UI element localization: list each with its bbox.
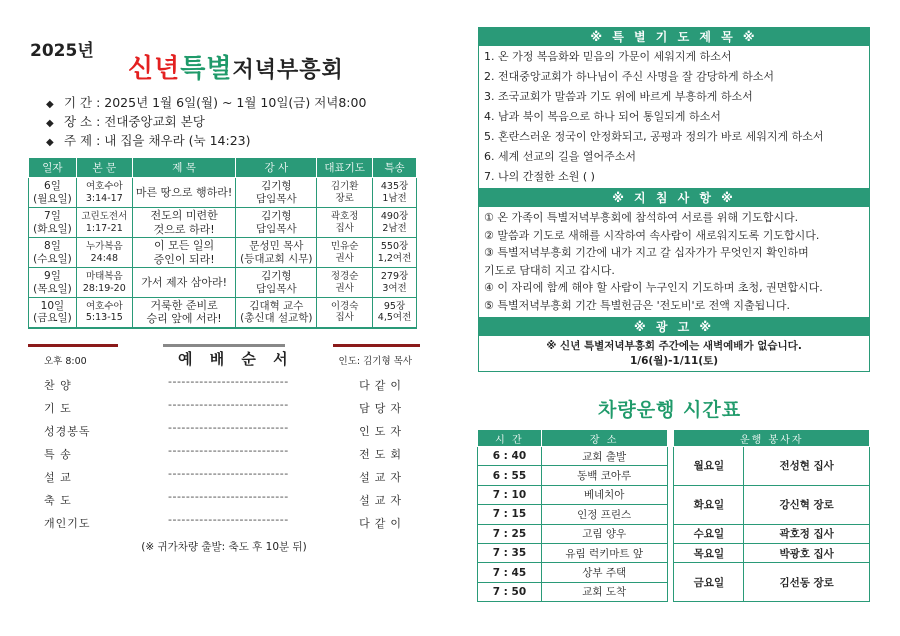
notice-dates: 1/6(월)-1/11(토) <box>629 354 719 367</box>
bus-schedule-table <box>477 429 870 602</box>
schedule-speaker-line: (등대교회 시무) <box>240 252 313 265</box>
worship-item: 개인기도 <box>44 517 91 530</box>
bus-header-row <box>478 430 870 447</box>
guideline-item: ③ 특별저녁부흥회 기간에 내가 지고 갈 십자가가 무엇인지 확인하며 <box>484 246 809 260</box>
schedule-sermon-title-line: 거룩한 준비로 <box>150 299 218 313</box>
bus-time: 7 : 45 <box>478 563 542 582</box>
worship-item: 찬 양 <box>44 379 72 392</box>
bus-time: 6 : 55 <box>478 466 542 485</box>
bus-stop: 고림 양우 <box>541 524 667 543</box>
worship-order-row <box>28 464 420 487</box>
schedule-speaker-line: 김대혁 교수 <box>249 299 304 312</box>
driver-name: 박광호 집사 <box>744 543 870 562</box>
diamond-bullet-icon: ◆ <box>46 99 54 110</box>
bus-stop: 유림 럭키마트 앞 <box>541 543 667 562</box>
schedule-special-song <box>373 208 417 238</box>
bus-row <box>478 447 870 466</box>
page-title <box>128 48 344 85</box>
schedule-speaker-line: 김기형 <box>261 179 292 192</box>
prayer-topic-item: 4. 남과 북이 복음으로 하나 되어 통일되게 하소서 <box>484 110 721 123</box>
bus-stop: 상부 주택 <box>541 563 667 582</box>
schedule-table <box>28 157 417 329</box>
bus-header-time: 시 간 <box>478 430 542 447</box>
guidelines-title: ※ 지 침 사 항 ※ <box>478 188 870 207</box>
schedule-prayer-leader-line: 장로 <box>335 192 354 204</box>
schedule-header-speaker: 강 사 <box>236 158 317 178</box>
schedule-row <box>29 268 417 298</box>
prayer-topic-item: 2. 전대중앙교회가 하나님이 주신 사명을 잘 감당하게 하소서 <box>484 70 774 83</box>
divider <box>163 344 285 347</box>
schedule-speaker <box>236 268 317 298</box>
worship-order-section <box>28 344 420 554</box>
worship-time: 오후 8:00 <box>44 356 87 367</box>
schedule-sermon-title-line: 가서 제자 삼아라! <box>141 275 228 289</box>
schedule-date <box>29 238 77 268</box>
schedule-scripture <box>76 268 132 298</box>
schedule-speaker <box>236 298 317 328</box>
bus-gap <box>667 447 674 602</box>
schedule-sermon-title-line: 이 모든 일의 <box>154 239 215 253</box>
schedule-sermon-title <box>132 178 236 208</box>
bus-time: 7 : 10 <box>478 485 542 504</box>
schedule-row <box>29 208 417 238</box>
schedule-sermon-title-line: 전도의 미련한 <box>150 209 218 223</box>
divider <box>333 344 420 347</box>
schedule-scripture-line: 누가복음 <box>85 241 123 253</box>
bus-time: 6 : 40 <box>478 447 542 466</box>
notice-body <box>478 336 870 372</box>
driver-day: 목요일 <box>674 543 744 562</box>
worship-responsible: 다같이 <box>359 517 406 530</box>
schedule-prayer-leader <box>317 238 373 268</box>
guideline-item: ④ 이 자리에 함께 해야 할 사람이 누구인지 기도하며 초청, 권면합시다. <box>484 281 823 295</box>
schedule-date <box>29 178 77 208</box>
schedule-date-line: 7일 <box>44 209 61 222</box>
driver-name: 강신혁 장로 <box>744 485 870 524</box>
info-period: ◆ 기 간 : 2025년 1월 6일(월) ~ 1월 10일(금) 저녁8:00 <box>46 95 367 110</box>
info-theme: ◆ 주 제 : 내 집을 채우라 (눅 14:23) <box>46 133 251 148</box>
prayer-topics-title: ※ 특 별 기 도 제 목 ※ <box>478 27 870 46</box>
guideline-item: ② 말씀과 기도로 새해를 시작하여 속사람이 새로워지도록 기도합시다. <box>484 228 820 242</box>
schedule-scripture-line: 마태복음 <box>85 271 123 283</box>
prayer-topic-item: 7. 나의 간절한 소원 ( ) <box>484 170 595 183</box>
schedule-speaker-line: 담임목사 <box>256 222 297 235</box>
bus-time: 7 : 35 <box>478 543 542 562</box>
bus-row <box>478 485 870 504</box>
schedule-scripture-line: 28:19-20 <box>82 282 126 294</box>
schedule-scripture-line: 여호수아 <box>85 300 123 312</box>
title-rest-part: 저녁부흥회 <box>232 58 344 83</box>
bus-time: 7 : 15 <box>478 505 542 524</box>
driver-name: 전성현 집사 <box>744 447 870 486</box>
schedule-date-line: 8일 <box>44 239 61 252</box>
schedule-speaker-line: 담임목사 <box>256 192 297 205</box>
info-label: 주 제 <box>63 133 93 148</box>
schedule-prayer-leader-line: 권사 <box>335 282 354 294</box>
schedule-sermon-title <box>132 208 236 238</box>
schedule-prayer-leader-line: 정경순 <box>330 271 359 283</box>
prayer-topic-item: 5. 혼란스러운 정국이 안정화되고, 공평과 정의가 바로 세워지게 하소서 <box>484 130 824 143</box>
driver-day: 수요일 <box>674 524 744 543</box>
dash-leader: --------------------------- <box>168 467 289 480</box>
worship-responsible: 설교자 <box>359 494 406 507</box>
schedule-scripture <box>76 208 132 238</box>
worship-order-row <box>28 372 420 395</box>
info-value: 2025년 1월 6일(월) ~ 1월 10일(금) 저녁8:00 <box>104 95 367 110</box>
dash-leader: --------------------------- <box>168 490 289 503</box>
schedule-sermon-title <box>132 268 236 298</box>
worship-order-row <box>28 510 420 533</box>
schedule-prayer-leader-line: 집사 <box>335 312 354 324</box>
guideline-item: ① 온 가족이 특별저녁부흥회에 참석하여 서로를 위해 기도합시다. <box>484 211 799 224</box>
schedule-scripture-line: 1:17-21 <box>85 222 123 234</box>
schedule-special-song-line: 2남전 <box>382 222 407 234</box>
schedule-date-line: 9일 <box>44 269 61 282</box>
bus-row <box>478 563 870 582</box>
bus-schedule-title: 차량운행 시간표 <box>598 399 742 421</box>
schedule-sermon-title <box>132 298 236 328</box>
diamond-bullet-icon: ◆ <box>46 137 54 148</box>
schedule-speaker-line: 문성민 목사 <box>249 239 304 252</box>
dash-leader: --------------------------- <box>168 398 289 411</box>
driver-name: 김선동 장로 <box>744 563 870 602</box>
notice-line: ※ 신년 특별저녁부흥회 주간에는 새벽예배가 없습니다. <box>546 339 802 352</box>
worship-responsible: 설교자 <box>359 471 406 484</box>
schedule-header-prayer: 대표기도 <box>317 158 373 178</box>
schedule-speaker <box>236 178 317 208</box>
schedule-prayer-leader <box>317 178 373 208</box>
schedule-speaker-line: (총신대 설교학) <box>240 312 313 325</box>
guidelines-list <box>478 207 870 317</box>
schedule-row <box>29 238 417 268</box>
schedule-date-line: 6일 <box>44 179 61 192</box>
schedule-prayer-leader <box>317 298 373 328</box>
worship-item: 성경봉독 <box>44 425 91 438</box>
bus-time: 7 : 25 <box>478 524 542 543</box>
bus-time: 7 : 50 <box>478 582 542 601</box>
schedule-date-line: (목요일) <box>33 282 72 295</box>
title-green-part: 특별 <box>180 54 233 84</box>
worship-order-row <box>28 418 420 441</box>
prayer-topics-list <box>478 46 870 188</box>
schedule-special-song <box>373 268 417 298</box>
schedule-prayer-leader-line: 민유순 <box>330 241 359 253</box>
driver-name: 곽호정 집사 <box>744 524 870 543</box>
schedule-special-song-line: 435장 <box>380 181 409 193</box>
schedule-scripture <box>76 178 132 208</box>
schedule-sermon-title-line: 마른 땅으로 행하라! <box>135 185 233 199</box>
schedule-row <box>29 178 417 208</box>
dash-leader: --------------------------- <box>168 444 289 457</box>
bus-header-volunteer: 운행 봉사자 <box>674 430 870 447</box>
schedule-date-line: (화요일) <box>33 222 72 235</box>
driver-day: 금요일 <box>674 563 744 602</box>
worship-item: 설 교 <box>44 471 72 484</box>
schedule-special-song-line: 4,5여전 <box>377 312 412 324</box>
dash-leader: --------------------------- <box>168 421 289 434</box>
schedule-prayer-leader-line: 이경숙 <box>330 300 359 312</box>
schedule-special-song-line: 490장 <box>380 211 409 223</box>
schedule-scripture-line: 고린도전서 <box>81 211 128 223</box>
title-red-part: 신년 <box>128 54 181 84</box>
bus-stop: 동백 코아루 <box>541 466 667 485</box>
bus-stop: 교회 출발 <box>541 447 667 466</box>
bus-stop: 인정 프린스 <box>541 505 667 524</box>
schedule-special-song <box>373 238 417 268</box>
guideline-item: ⑤ 특별저녁부흥회 기간 특별헌금은 '전도비'로 전액 지출됩니다. <box>484 298 791 312</box>
info-value: 내 집을 채우라 (눅 14:23) <box>104 133 251 148</box>
schedule-date <box>29 268 77 298</box>
schedule-sermon-title-line: 증인이 되라! <box>153 252 215 266</box>
worship-order-row <box>28 395 420 418</box>
worship-item: 특 송 <box>44 448 72 461</box>
schedule-prayer-leader-line: 김기환 <box>330 181 359 193</box>
info-label: 기 간 <box>63 95 93 110</box>
schedule-scripture-line: 24:48 <box>90 252 119 264</box>
bus-departure-note: (※ 귀가차량 출발: 축도 후 10분 뒤) <box>141 541 307 553</box>
schedule-special-song-line: 3여전 <box>382 282 407 294</box>
prayer-topic-item: 1. 온 가정 복음화와 믿음의 가문이 세워지게 하소서 <box>484 50 732 63</box>
schedule-scripture <box>76 238 132 268</box>
schedule-prayer-leader-line: 곽호정 <box>330 211 359 223</box>
schedule-scripture-line: 3:14-17 <box>85 192 123 204</box>
bus-header-gap <box>667 430 674 447</box>
schedule-speaker-line: 담임목사 <box>256 282 297 295</box>
worship-leader: 인도: 김기형 목사 <box>338 356 412 367</box>
worship-order-row <box>28 487 420 510</box>
schedule-date <box>29 298 77 328</box>
worship-order-header <box>28 344 420 372</box>
worship-order-title: 예 배 순 서 <box>178 350 294 368</box>
schedule-speaker-line: 김기형 <box>261 269 292 282</box>
schedule-special-song-line: 1,2여전 <box>377 252 412 264</box>
prayer-topic-item: 6. 세계 선교의 길을 열어주소서 <box>484 150 636 163</box>
worship-item: 축 도 <box>44 494 72 507</box>
schedule-special-song-line: 95장 <box>383 300 406 312</box>
prayer-topic-item: 3. 조국교회가 말씀과 기도 위에 바르게 부흥하게 하소서 <box>484 90 753 103</box>
notice-title: ※ 광 고 ※ <box>478 317 870 336</box>
schedule-scripture-line: 여호수아 <box>85 181 123 193</box>
divider <box>28 344 118 347</box>
schedule-prayer-leader <box>317 268 373 298</box>
schedule-header-title: 제 목 <box>132 158 236 178</box>
bus-stop: 교회 도착 <box>541 582 667 601</box>
info-place: ◆ 장 소 : 전대중앙교회 본당 <box>46 114 205 129</box>
worship-responsible: 다같이 <box>359 379 406 392</box>
schedule-header-song: 특송 <box>373 158 417 178</box>
driver-day: 화요일 <box>674 485 744 524</box>
schedule-speaker <box>236 208 317 238</box>
diamond-bullet-icon: ◆ <box>46 118 54 129</box>
bus-header-place: 장 소 <box>541 430 667 447</box>
schedule-date-line: 10일 <box>40 299 65 312</box>
worship-responsible: 담당자 <box>359 402 406 415</box>
schedule-special-song-line: 279장 <box>380 271 409 283</box>
schedule-date-line: (금요일) <box>33 312 72 325</box>
schedule-sermon-title-line: 승리 앞에 서라! <box>146 312 222 326</box>
dash-leader: --------------------------- <box>168 513 289 526</box>
schedule-header-row <box>29 158 417 178</box>
schedule-special-song <box>373 298 417 328</box>
schedule-speaker <box>236 238 317 268</box>
schedule-sermon-title <box>132 238 236 268</box>
schedule-prayer-leader <box>317 208 373 238</box>
schedule-date-line: (월요일) <box>33 192 72 205</box>
driver-day: 월요일 <box>674 447 744 486</box>
schedule-row <box>29 298 417 328</box>
year-label: 2025년 <box>30 41 94 61</box>
schedule-scripture-line: 5:13-15 <box>85 312 123 324</box>
info-label: 장 소 <box>63 114 93 129</box>
prayer-topics-box <box>478 27 870 372</box>
worship-order-row <box>28 441 420 464</box>
bus-row <box>478 524 870 543</box>
schedule-sermon-title-line: 것으로 하라! <box>153 222 215 236</box>
guideline-item: 기도로 담대히 지고 갑시다. <box>484 263 615 277</box>
schedule-header-date: 일자 <box>29 158 77 178</box>
schedule-special-song <box>373 178 417 208</box>
info-value: 전대중앙교회 본당 <box>104 114 205 129</box>
worship-responsible: 인도자 <box>359 425 406 438</box>
dash-leader: --------------------------- <box>168 375 289 388</box>
worship-responsible: 전도회 <box>359 448 406 461</box>
schedule-speaker-line: 김기형 <box>261 209 292 222</box>
bus-row <box>478 543 870 562</box>
schedule-special-song-line: 1남전 <box>382 192 407 204</box>
schedule-prayer-leader-line: 권사 <box>335 252 354 264</box>
worship-item: 기 도 <box>44 402 72 415</box>
schedule-special-song-line: 550장 <box>380 241 409 253</box>
schedule-header-text: 본 문 <box>76 158 132 178</box>
bus-stop: 베네치아 <box>541 485 667 504</box>
schedule-date <box>29 208 77 238</box>
schedule-scripture <box>76 298 132 328</box>
schedule-prayer-leader-line: 집사 <box>335 222 354 234</box>
schedule-date-line: (수요일) <box>33 252 72 265</box>
